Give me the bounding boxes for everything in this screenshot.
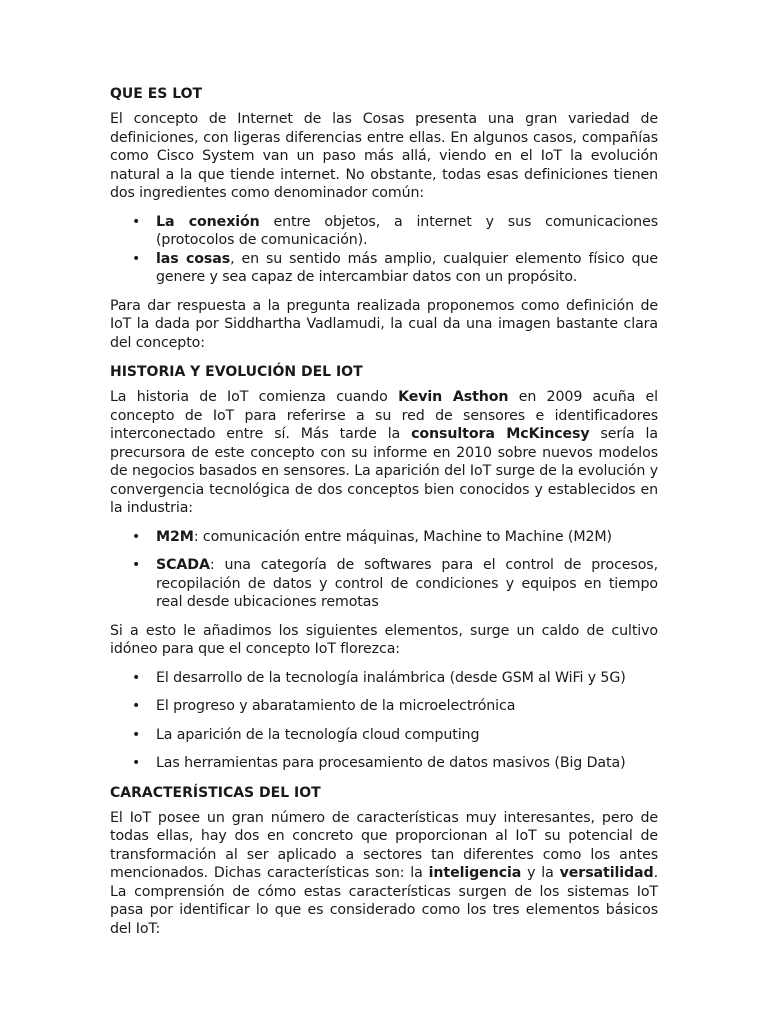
bold-term: versatilidad xyxy=(559,865,654,881)
bold-term: La conexión xyxy=(156,213,260,230)
text-run: sería la precursora de este concepto con su informe en 2010 sobre nuevos modelos de negocios basados en sensores. La aparición del IoT surge de la evolución y convergencia tecnológica de dos conceptos bien conocidos y establecidos en la industria: xyxy=(110,426,658,516)
bold-term: Kevin Asthon xyxy=(398,389,509,405)
document-page xyxy=(110,84,658,948)
list-item-text: El progreso y abaratamiento de la microelectrónica xyxy=(156,698,516,714)
list-item xyxy=(110,250,658,287)
heading-que-es-iot: QUE ES LOT xyxy=(110,86,203,102)
bullet-icon: • xyxy=(132,755,141,771)
text-run: La historia de IoT comienza cuando xyxy=(110,389,399,405)
bold-term: SCADA xyxy=(156,557,210,573)
list-item xyxy=(110,669,658,688)
text-run: . La comprensión de cómo estas características surgen de los sistemas IoT pasa por identificar lo que es considerado como los tres elementos básicos del IoT: xyxy=(110,865,658,937)
bullet-icon: • xyxy=(132,250,141,267)
bold-term: M2M xyxy=(156,528,194,545)
list-item-text: Las herramientas para procesamiento de datos masivos (Big Data) xyxy=(156,755,626,771)
heading-historia: HISTORIA Y EVOLUCIÓN DEL IOT xyxy=(110,364,363,380)
list-item-text: La aparición de la tecnología cloud computing xyxy=(156,726,480,743)
bold-term: inteligencia xyxy=(428,865,522,881)
paragraph-definition: El concepto de Internet de las Cosas presenta una gran variedad de definiciones, con ligeras diferencias entre ellas. En algunos casos, compañías como Cisco System van un paso más allá, viendo en el IoT la evolución natural a la que tiende internet. No obstante, todas esas definiciones tienen dos ingredientes como denominador común: xyxy=(110,111,658,201)
paragraph-history xyxy=(110,388,658,518)
paragraph-definition-source: Para dar respuesta a la pregunta realizada proponemos como definición de IoT la dada por Siddhartha Vadlamudi, la cual da una imagen bastante clara del concepto: xyxy=(110,297,658,351)
bullet-icon: • xyxy=(132,698,141,714)
list-item xyxy=(110,754,658,773)
list-item xyxy=(110,697,658,716)
text-run: El IoT posee un gran número de características muy interesantes, pero de todas ellas, hay dos en concreto que proporcionan al IoT su potencial de transformación al ser aplicado a sectores tan diferentes como los antes mencionados. Dichas características son: la xyxy=(110,809,658,881)
list-item-text: entre objetos, a internet y sus comunicaciones (protocolos de comunicación). xyxy=(156,213,658,248)
paragraph-characteristics xyxy=(110,809,658,939)
list-item-text: : comunicación entre máquinas, Machine to Machine (M2M) xyxy=(193,528,612,545)
bold-term: las cosas xyxy=(156,250,231,267)
list-item-text: El desarrollo de la tecnología inalámbrica (desde GSM al WiFi y 5G) xyxy=(156,669,626,686)
bullet-icon: • xyxy=(132,726,141,743)
paragraph-elements-intro: Si a esto le añadimos los siguientes elementos, surge un caldo de cultivo idóneo para que el concepto IoT florezca: xyxy=(110,622,658,657)
ingredients-list xyxy=(110,213,658,287)
list-item xyxy=(110,213,658,250)
list-item-text: , en su sentido más amplio, cualquier elemento físico que genere y sea capaz de intercambiar datos con un propósito. xyxy=(156,250,658,285)
bullet-icon: • xyxy=(132,669,141,686)
list-item xyxy=(110,556,658,612)
text-run: y la xyxy=(521,865,560,881)
bullet-icon: • xyxy=(132,213,141,230)
list-item xyxy=(110,726,658,745)
text-run: en 2009 acuña el concepto de IoT para referirse a su red de sensores e identificadores interconectado entre sí. Más tarde la xyxy=(110,389,658,442)
bullet-icon: • xyxy=(132,557,141,573)
elements-list xyxy=(110,669,658,773)
concepts-list xyxy=(110,528,658,612)
list-item-text: : una categoría de softwares para el control de procesos, recopilación de datos y control de condiciones y equipos en tiempo real desde ubicaciones remotas xyxy=(156,557,658,610)
bold-term: consultora McKincesy xyxy=(411,426,590,442)
bullet-icon: • xyxy=(132,528,141,545)
heading-caracteristicas: CARACTERÍSTICAS DEL IOT xyxy=(110,784,321,801)
list-item xyxy=(110,528,658,547)
